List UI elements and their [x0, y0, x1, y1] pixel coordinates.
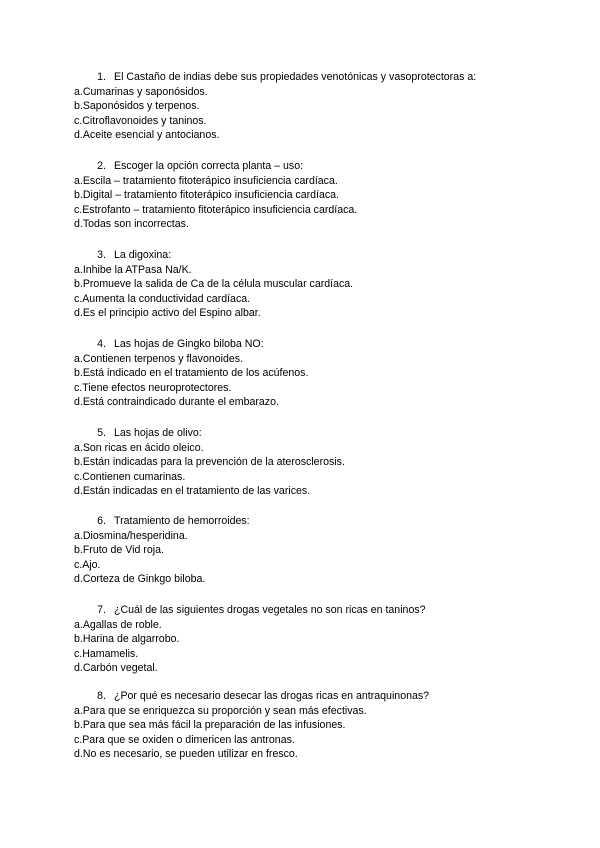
option-c: c.Citroflavonoides y taninos. [74, 114, 207, 127]
question-text: Escoger la opción correcta planta – uso: [114, 160, 304, 172]
option-d: d.Está contraindicado durante el embarazo. [74, 396, 279, 409]
option-a: a.Escila – tratamiento fitoterápico insuficiencia cardíaca. [74, 174, 338, 187]
option-d: d.Todas son incorrectas. [74, 218, 189, 231]
option-b: b.Digital – tratamiento fitoterápico insuficiencia cardíaca. [74, 189, 339, 202]
question-number: 1. [97, 71, 106, 83]
question-stem [74, 689, 584, 704]
option-a: a.Diosmina/hesperidina. [74, 529, 188, 542]
question-text: Tratamiento de hemorroides: [114, 515, 250, 527]
question-stem [74, 514, 584, 529]
option-c: c.Tiene efectos neuroprotectores. [74, 381, 232, 394]
option-b: b.Para que sea más fácil la preparación de las infusiones. [74, 719, 346, 732]
question-2 [74, 159, 584, 232]
question-text: ¿Por qué es necesario desecar las drogas ricas en antraquinonas? [114, 690, 430, 702]
option-c: c.Contienen cumarinas. [74, 470, 186, 483]
question-stem [74, 159, 584, 174]
question-number: 8. [97, 690, 106, 702]
question-number: 7. [97, 604, 106, 616]
question-number: 5. [97, 427, 106, 439]
option-a: a.Agallas de roble. [74, 618, 162, 631]
question-stem [74, 337, 584, 352]
option-a: a.Para que se enriquezca su proporción y sean más efectivas. [74, 704, 367, 717]
question-text: Las hojas de Gingko biloba NO: [114, 338, 264, 350]
option-c: c.Aumenta la conductividad cardíaca. [74, 292, 251, 305]
question-4 [74, 337, 584, 410]
question-8 [74, 689, 584, 762]
question-3 [74, 248, 584, 321]
question-stem [74, 248, 584, 263]
option-b: b.Harina de algarrobo. [74, 633, 180, 646]
option-d: d.No es necesario, se pueden utilizar en fresco. [74, 748, 298, 761]
option-b: b.Saponósidos y terpenos. [74, 100, 200, 113]
option-d: d.Carbón vegetal. [74, 662, 158, 675]
question-stem [74, 603, 584, 618]
option-d: d.Están indicadas en el tratamiento de las varices. [74, 485, 311, 498]
option-c: c.Estrofanto – tratamiento fitoterápico insuficiencia cardíaca. [74, 203, 358, 216]
option-c: c.Hamamelis. [74, 647, 139, 660]
question-stem [74, 426, 584, 441]
question-text: ¿Cuál de las siguientes drogas vegetales no son ricas en taninos? [114, 604, 426, 616]
option-d: d.Es el principio activo del Espino albar. [74, 307, 261, 320]
question-7 [74, 603, 584, 676]
option-d: d.Aceite esencial y antocianos. [74, 129, 220, 142]
question-stem [74, 70, 584, 85]
question-number: 3. [97, 249, 106, 261]
question-number: 4. [97, 338, 106, 350]
option-b: b.Promueve la salida de Ca de la célula muscular cardíaca. [74, 278, 354, 291]
option-a: a.Cumarinas y saponósidos. [74, 85, 208, 98]
question-number: 2. [97, 160, 106, 172]
option-a: a.Contienen terpenos y flavonoides. [74, 352, 244, 365]
question-number: 6. [97, 515, 106, 527]
option-b: b.Está indicado en el tratamiento de los acúfenos. [74, 367, 309, 380]
question-text: La digoxina: [114, 249, 172, 261]
question-5 [74, 426, 584, 499]
option-a: a.Inhibe la ATPasa Na/K. [74, 263, 192, 276]
question-text: Las hojas de olivo: [114, 427, 202, 439]
question-1 [74, 70, 584, 143]
option-d: d.Corteza de Ginkgo biloba. [74, 573, 206, 586]
question-text: El Castaño de indias debe sus propiedades venotónicas y vasoprotectoras a: [114, 71, 477, 83]
question-6 [74, 514, 584, 587]
option-a: a.Son ricas en ácido oleico. [74, 441, 204, 454]
option-c: c.Para que se oxiden o dimericen las antronas. [74, 733, 295, 746]
option-b: b.Están indicadas para la prevención de la aterosclerosis. [74, 456, 345, 469]
option-b: b.Fruto de Vid roja. [74, 544, 164, 557]
option-c: c.Ajo. [74, 558, 101, 571]
